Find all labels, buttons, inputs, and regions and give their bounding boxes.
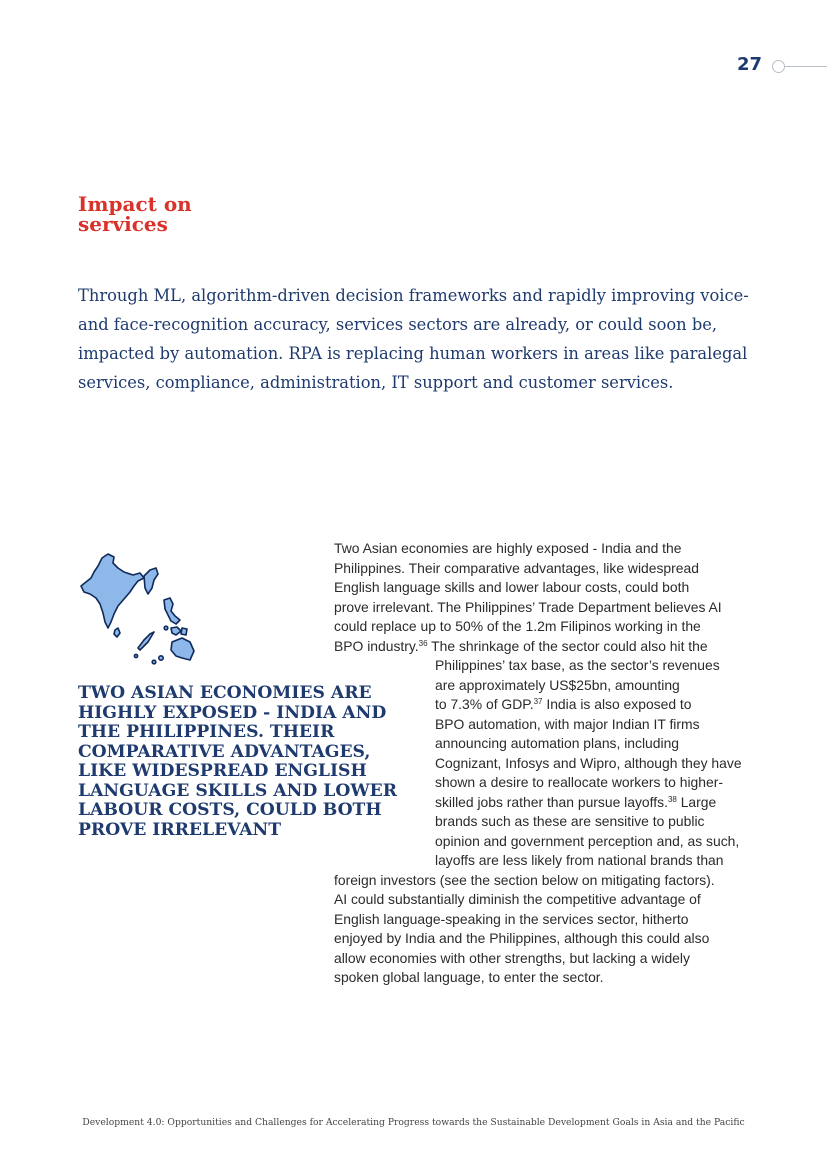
pull-quote-line: PROVE IRRELEVANT (78, 819, 282, 840)
body-line-text: to 7.3% of GDP. (435, 696, 534, 712)
body-line: brands such as these are sensitive to public (435, 813, 705, 829)
pull-quote-line: THE PHILIPPINES. THEIR (78, 722, 335, 742)
body-line: could replace up to 50% of the 1.2m Filipinos working in the (334, 618, 701, 634)
body-line-text: BPO industry. (334, 637, 419, 654)
pull-quote-line: COMPARATIVE ADVANTAGES, (78, 741, 371, 762)
body-line (334, 695, 754, 715)
section-title-line: services (78, 212, 168, 236)
body-line: Philippines. Their comparative advantages, like widespread (334, 559, 699, 576)
intro-paragraph: Through ML, algorithm-driven decision frameworks and rapidly improving voice- and face-recognition accuracy, services sectors are already, or could soon be, impacted by automation. RPA is replacing human workers in areas like paralegal services, compliance, administration, IT support and customer services. (78, 286, 749, 392)
body-line: foreign investors (see the section below on mitigating factors). (334, 871, 715, 888)
body-line: prove irrelevant. The Philippines’ Trade Department believes AI (334, 598, 722, 615)
luzon-shape (164, 598, 180, 624)
footnote-ref: 37 (533, 697, 543, 706)
india-shape (81, 554, 144, 628)
footer: Development 4.0: Opportunities and Challenges for Accelerating Progress towards the Sustainable Development Goals in Asia and the Pacific (82, 1117, 745, 1128)
body-line: Philippines’ tax base, as the sector’s revenues (435, 657, 720, 673)
body-line: AI could substantially diminish the competitive advantage of (334, 891, 701, 907)
footnote-ref: 36 (418, 638, 428, 648)
page-marker-line (785, 66, 827, 67)
pull-quote-line: LABOUR COSTS, COULD BOTH (78, 800, 382, 820)
body-line: spoken global language, to enter the sector. (334, 969, 604, 985)
body-line: Two Asian economies are highly exposed - India and the (334, 540, 682, 556)
body-text (334, 539, 754, 988)
visayas-shape (171, 627, 181, 635)
section-title (78, 194, 192, 234)
section-title-line: Impact on (78, 192, 192, 216)
body-line-text: Large (676, 793, 717, 810)
pull-quote-line: LIKE WIDESPREAD ENGLISH (78, 761, 367, 781)
body-line: layoffs are less likely from national brands than (435, 852, 724, 868)
body-line: allow economies with other strengths, but lacking a widely (334, 949, 690, 966)
island-shape (134, 654, 137, 657)
india-philippines-map-icon (78, 548, 198, 673)
page-number: 27 (736, 54, 762, 75)
island-shape (164, 626, 168, 630)
body-line: English language skills and lower labour costs, could both (334, 579, 690, 595)
body-line (334, 793, 754, 813)
body-line: opinion and government perception and, as such, (435, 832, 740, 849)
body-line-text: India is also exposed to (542, 696, 692, 712)
body-line (334, 637, 754, 657)
body-line: English language-speaking in the services sector, hitherto (334, 910, 689, 927)
visayas-shape (181, 628, 187, 635)
body-line: are approximately US$25bn, amounting (435, 676, 680, 693)
pull-quote-line: LANGUAGE SKILLS AND LOWER (78, 780, 398, 801)
pull-quote-line: HIGHLY EXPOSED - INDIA AND (78, 702, 387, 723)
pull-quote-line: TWO ASIAN ECONOMIES ARE (78, 683, 372, 703)
palawan-shape (138, 632, 154, 650)
body-line: shown a desire to reallocate workers to higher- (435, 774, 723, 790)
footnote-ref: 38 (667, 794, 677, 804)
body-line-text: The shrinkage of the sector could also hit the (427, 637, 708, 654)
body-line: BPO automation, with major Indian IT firms (435, 715, 700, 732)
page-marker-circle (772, 60, 785, 73)
body-line: enjoyed by India and the Philippines, although this could also (334, 930, 710, 946)
body-line: announcing automation plans, including (435, 735, 680, 751)
body-line: Cognizant, Infosys and Wipro, although they have (435, 754, 742, 771)
island-shape (159, 656, 163, 660)
mainland-shape (144, 568, 158, 594)
sri-lanka-shape (114, 628, 120, 637)
body-line-text: skilled jobs rather than pursue layoffs. (435, 793, 668, 810)
island-shape (152, 660, 156, 664)
mindanao-shape (171, 638, 194, 660)
